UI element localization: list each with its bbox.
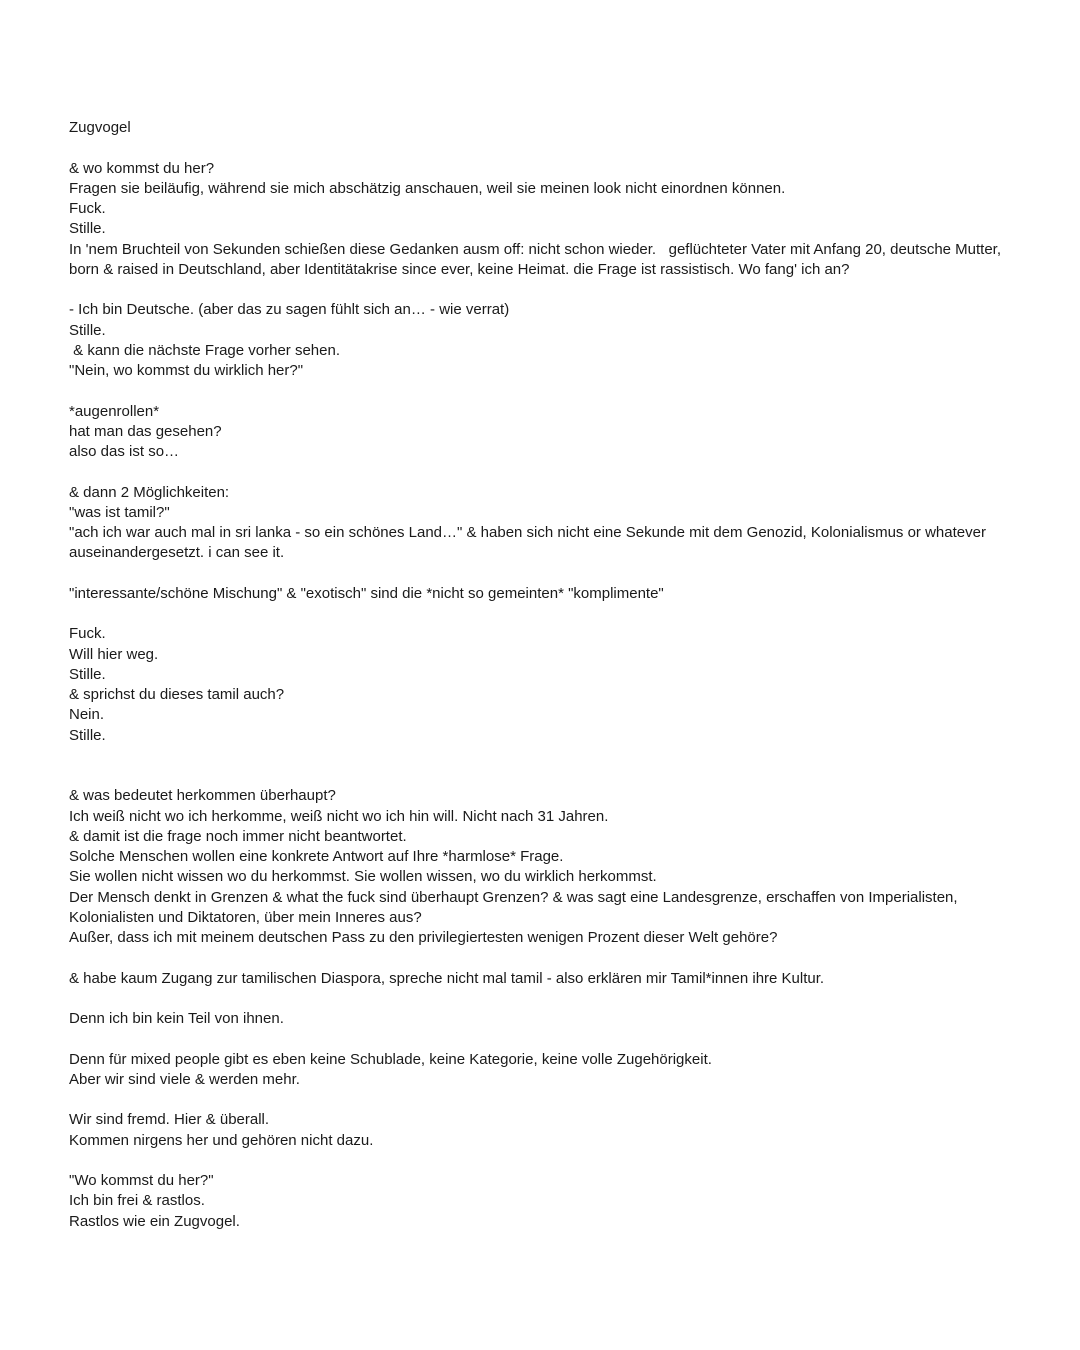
blank-line [69,564,1014,584]
text-line: Kommen nirgens her und gehören nicht dazu. [69,1131,374,1149]
blank-line [69,381,1014,401]
text-line: Der Mensch denkt in Grenzen & what the fuck sind überhaupt Grenzen? & was sagt eine Landesgrenze, erschaffen von Imperialisten, Kolonialisten und Diktatoren, über mein Inneres aus? [69,888,962,926]
blank-line [69,948,1014,968]
blank-line [69,766,1014,786]
text-line: "Wo kommst du her?" [69,1172,214,1189]
blank-line [69,1090,1014,1110]
text-line: Aber wir sind viele & werden mehr. [69,1070,300,1088]
blank-line [69,138,1014,158]
text-line: Fuck. [69,625,106,643]
text-line: also das ist so… [69,443,180,460]
document-title: Zugvogel [69,119,131,136]
text-line: Nein. [69,706,105,724]
text-line: Fuck. [69,200,106,217]
text-line: Stille. [69,726,106,744]
text-line: Rastlos wie ein Zugvogel. [69,1212,240,1230]
blank-line [69,1029,1014,1049]
text-line: & was bedeutet herkommen überhaupt? [69,787,336,805]
text-line: Stille. [69,321,106,339]
text-line: Fragen sie beiläufig, während sie mich abschätzig anschauen, weil sie meinen look nicht einordnen können. [69,179,786,197]
document-body [69,138,1014,1232]
text-line: Sie wollen nicht wissen wo du herkommst. Sie wollen wissen, wo du wirklich herkommst. [69,868,657,886]
text-line: Solche Menschen wollen eine konkrete Antwort auf Ihre *harmlose* Frage. [69,848,564,865]
text-line: Wir sind fremd. Hier & überall. [69,1111,270,1129]
text-line: "was ist tamil?" [69,503,170,521]
blank-line [69,989,1014,1009]
text-line: "interessante/schöne Mischung" & "exotisch" sind die *nicht so gemeinten* "komplimente" [69,584,664,602]
text-line: "ach ich war auch mal in sri lanka - so ein schönes Land…" & haben sich nicht eine Sekunde mit dem Genozid, Kolonialismus or whatever auseinandergesetzt. i can see it. [69,524,991,562]
text-line: hat man das gesehen? [69,422,222,440]
document-page [69,118,1014,1232]
blank-line [69,746,1014,766]
text-line: Will hier weg. [69,645,159,663]
text-line: Ich weiß nicht wo ich herkomme, weiß nicht wo ich hin will. Nicht nach 31 Jahren. [69,807,609,825]
blank-line [69,280,1014,300]
text-line: & kann die nächste Frage vorher sehen. [69,341,341,359]
text-line: "Nein, wo kommst du wirklich her?" [69,362,304,379]
text-line: Außer, dass ich mit meinem deutschen Pass zu den privilegiertesten wenigen Prozent dieser Welt gehöre? [69,929,778,946]
text-line: Denn ich bin kein Teil von ihnen. [69,1010,284,1027]
text-line: & wo kommst du her? [69,159,215,177]
text-line: *augenrollen* [69,402,160,420]
blank-line [69,604,1014,624]
text-line: Ich bin frei & rastlos. [69,1192,205,1210]
text-line: & sprichst du dieses tamil auch? [69,686,285,703]
text-line: Stille. [69,665,106,683]
blank-line [69,462,1014,482]
text-line: In 'nem Bruchteil von Sekunden schießen diese Gedanken ausm off: nicht schon wieder. geflüchteter Vater mit Anfang 20, deutsche Mutter, born & raised in Deutschland, aber Identitätakrise since ever, keine Heimat. die Frage ist rassistisch. Wo fang' ich an? [69,240,1006,278]
text-line: - Ich bin Deutsche. (aber das zu sagen fühlt sich an… - wie verrat) [69,301,510,319]
text-line: & habe kaum Zugang zur tamilischen Diaspora, spreche nicht mal tamil - also erklären mir Tamil*innen ihre Kultur. [69,969,825,987]
text-line: & damit ist die frage noch immer nicht beantwortet. [69,827,407,845]
blank-line [69,1151,1014,1171]
text-line: Denn für mixed people gibt es eben keine Schublade, keine Kategorie, keine volle Zugehörigkeit. [69,1050,712,1068]
text-line: & dann 2 Möglichkeiten: [69,483,230,501]
text-line: Stille. [69,220,106,238]
